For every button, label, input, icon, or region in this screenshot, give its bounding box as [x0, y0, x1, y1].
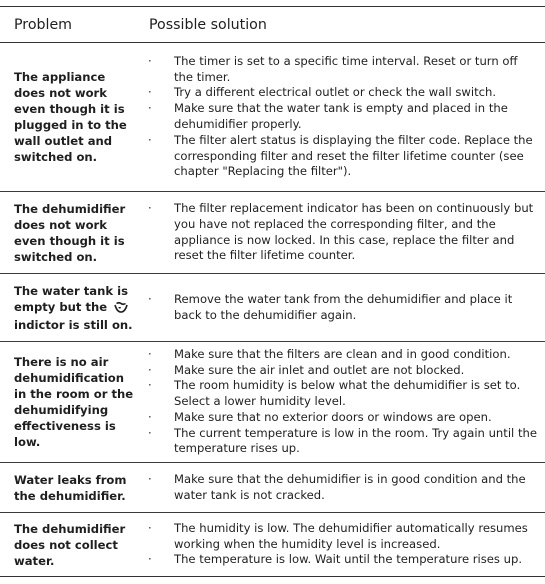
solution-cell	[141, 43, 545, 192]
solution-item	[141, 552, 539, 568]
solution-item	[141, 410, 539, 426]
solution-item	[141, 378, 539, 410]
solution-item	[141, 426, 539, 458]
problem-cell: The dehumidifier does not work even though it is switched on.	[0, 192, 141, 274]
bullet: ·	[148, 552, 152, 567]
bullet: ·	[148, 53, 152, 68]
bullet: ·	[148, 346, 152, 361]
solution-item	[141, 133, 539, 180]
solution-item	[141, 54, 539, 86]
solution-list	[141, 347, 539, 458]
problem-text: indictor is still on.	[14, 317, 133, 332]
solution-text: The humidity is low. The dehumidifier automatically resumes working when the humidity level is increased.	[174, 520, 528, 551]
solution-text: The current temperature is low in the room. Try again until the temperature rises up.	[174, 425, 537, 456]
solution-text: Make sure that no exterior doors or windows are open.	[174, 409, 492, 424]
table-row	[0, 463, 545, 513]
solution-item	[141, 201, 539, 264]
solution-list	[141, 472, 539, 504]
problem-cell: Water leaks from the dehumidifier.	[0, 463, 141, 513]
solution-list	[141, 521, 539, 568]
solution-text: Make sure that the dehumidifier is in good condition and the water tank is not cracked.	[174, 471, 526, 502]
solution-item	[141, 363, 539, 379]
table-row	[0, 513, 545, 577]
solution-list	[141, 201, 539, 264]
solution-text: Make sure that the water tank is empty and placed in the dehumidifier properly.	[174, 101, 508, 131]
solution-cell	[141, 463, 545, 513]
solution-cell	[141, 513, 545, 577]
solution-text: The filter replacement indicator has been on continuously but you have not replaced the corresponding filter, and the appliance is now locked. In this case, replace the filter and reset the filter lifetime counter.	[174, 200, 534, 263]
solution-text: The room humidity is below what the dehumidifier is set to. Select a lower humidity level.	[174, 378, 521, 409]
solution-item	[141, 101, 539, 133]
bullet: ·	[148, 200, 152, 215]
table-row	[0, 342, 545, 463]
water-tank-full-icon	[113, 301, 129, 317]
solution-cell	[141, 342, 545, 463]
bullet: ·	[148, 409, 152, 424]
bullet: ·	[148, 291, 152, 306]
solution-text: Make sure the air inlet and outlet are not blocked.	[174, 362, 465, 377]
solution-item	[141, 347, 539, 363]
solution-text: The filter alert status is displaying the filter code. Replace the corresponding filter and reset the filter lifetime counter (see chapter "Replacing the filter").	[174, 132, 533, 179]
solution-text: Remove the water tank from the dehumidifier and place it back to the dehumidifier again.	[174, 291, 513, 322]
table-row	[0, 192, 545, 274]
problem-text: The water tank is empty but the	[14, 283, 128, 314]
solution-item	[141, 292, 539, 324]
bullet: ·	[148, 101, 152, 116]
problem-cell: There is no air dehumidification in the room or the dehumidifying effectiveness is low.	[0, 342, 141, 463]
solution-text: Make sure that the filters are clean and in good condition.	[174, 346, 511, 361]
bullet: ·	[148, 520, 152, 535]
solution-item	[141, 85, 539, 101]
problem-column-header: Problem	[0, 7, 141, 43]
solution-list	[141, 54, 539, 180]
table-header-row	[0, 7, 545, 43]
bullet: ·	[148, 362, 152, 377]
bullet: ·	[148, 378, 152, 393]
solution-text: Try a different electrical outlet or check the wall switch.	[174, 85, 497, 100]
solution-cell	[141, 274, 545, 342]
solution-text: The temperature is low. Wait until the temperature rises up.	[174, 552, 523, 567]
solution-text: The timer is set to a specific time interval. Reset or turn off the timer.	[174, 53, 518, 84]
solution-item	[141, 521, 539, 553]
solution-list	[141, 292, 539, 324]
solution-cell	[141, 192, 545, 274]
bullet: ·	[148, 85, 152, 100]
table-row	[0, 274, 545, 342]
troubleshooting-table	[0, 6, 545, 577]
problem-cell: The dehumidifier does not collect water.	[0, 513, 141, 577]
solution-item	[141, 472, 539, 504]
problem-cell: The appliance does not work even though it is plugged in to the wall outlet and switched on.	[0, 43, 141, 192]
table-row	[0, 43, 545, 192]
bullet: ·	[148, 471, 152, 486]
solution-column-header: Possible solution	[141, 7, 545, 43]
problem-cell	[0, 274, 141, 342]
bullet: ·	[148, 132, 152, 147]
bullet: ·	[148, 425, 152, 440]
